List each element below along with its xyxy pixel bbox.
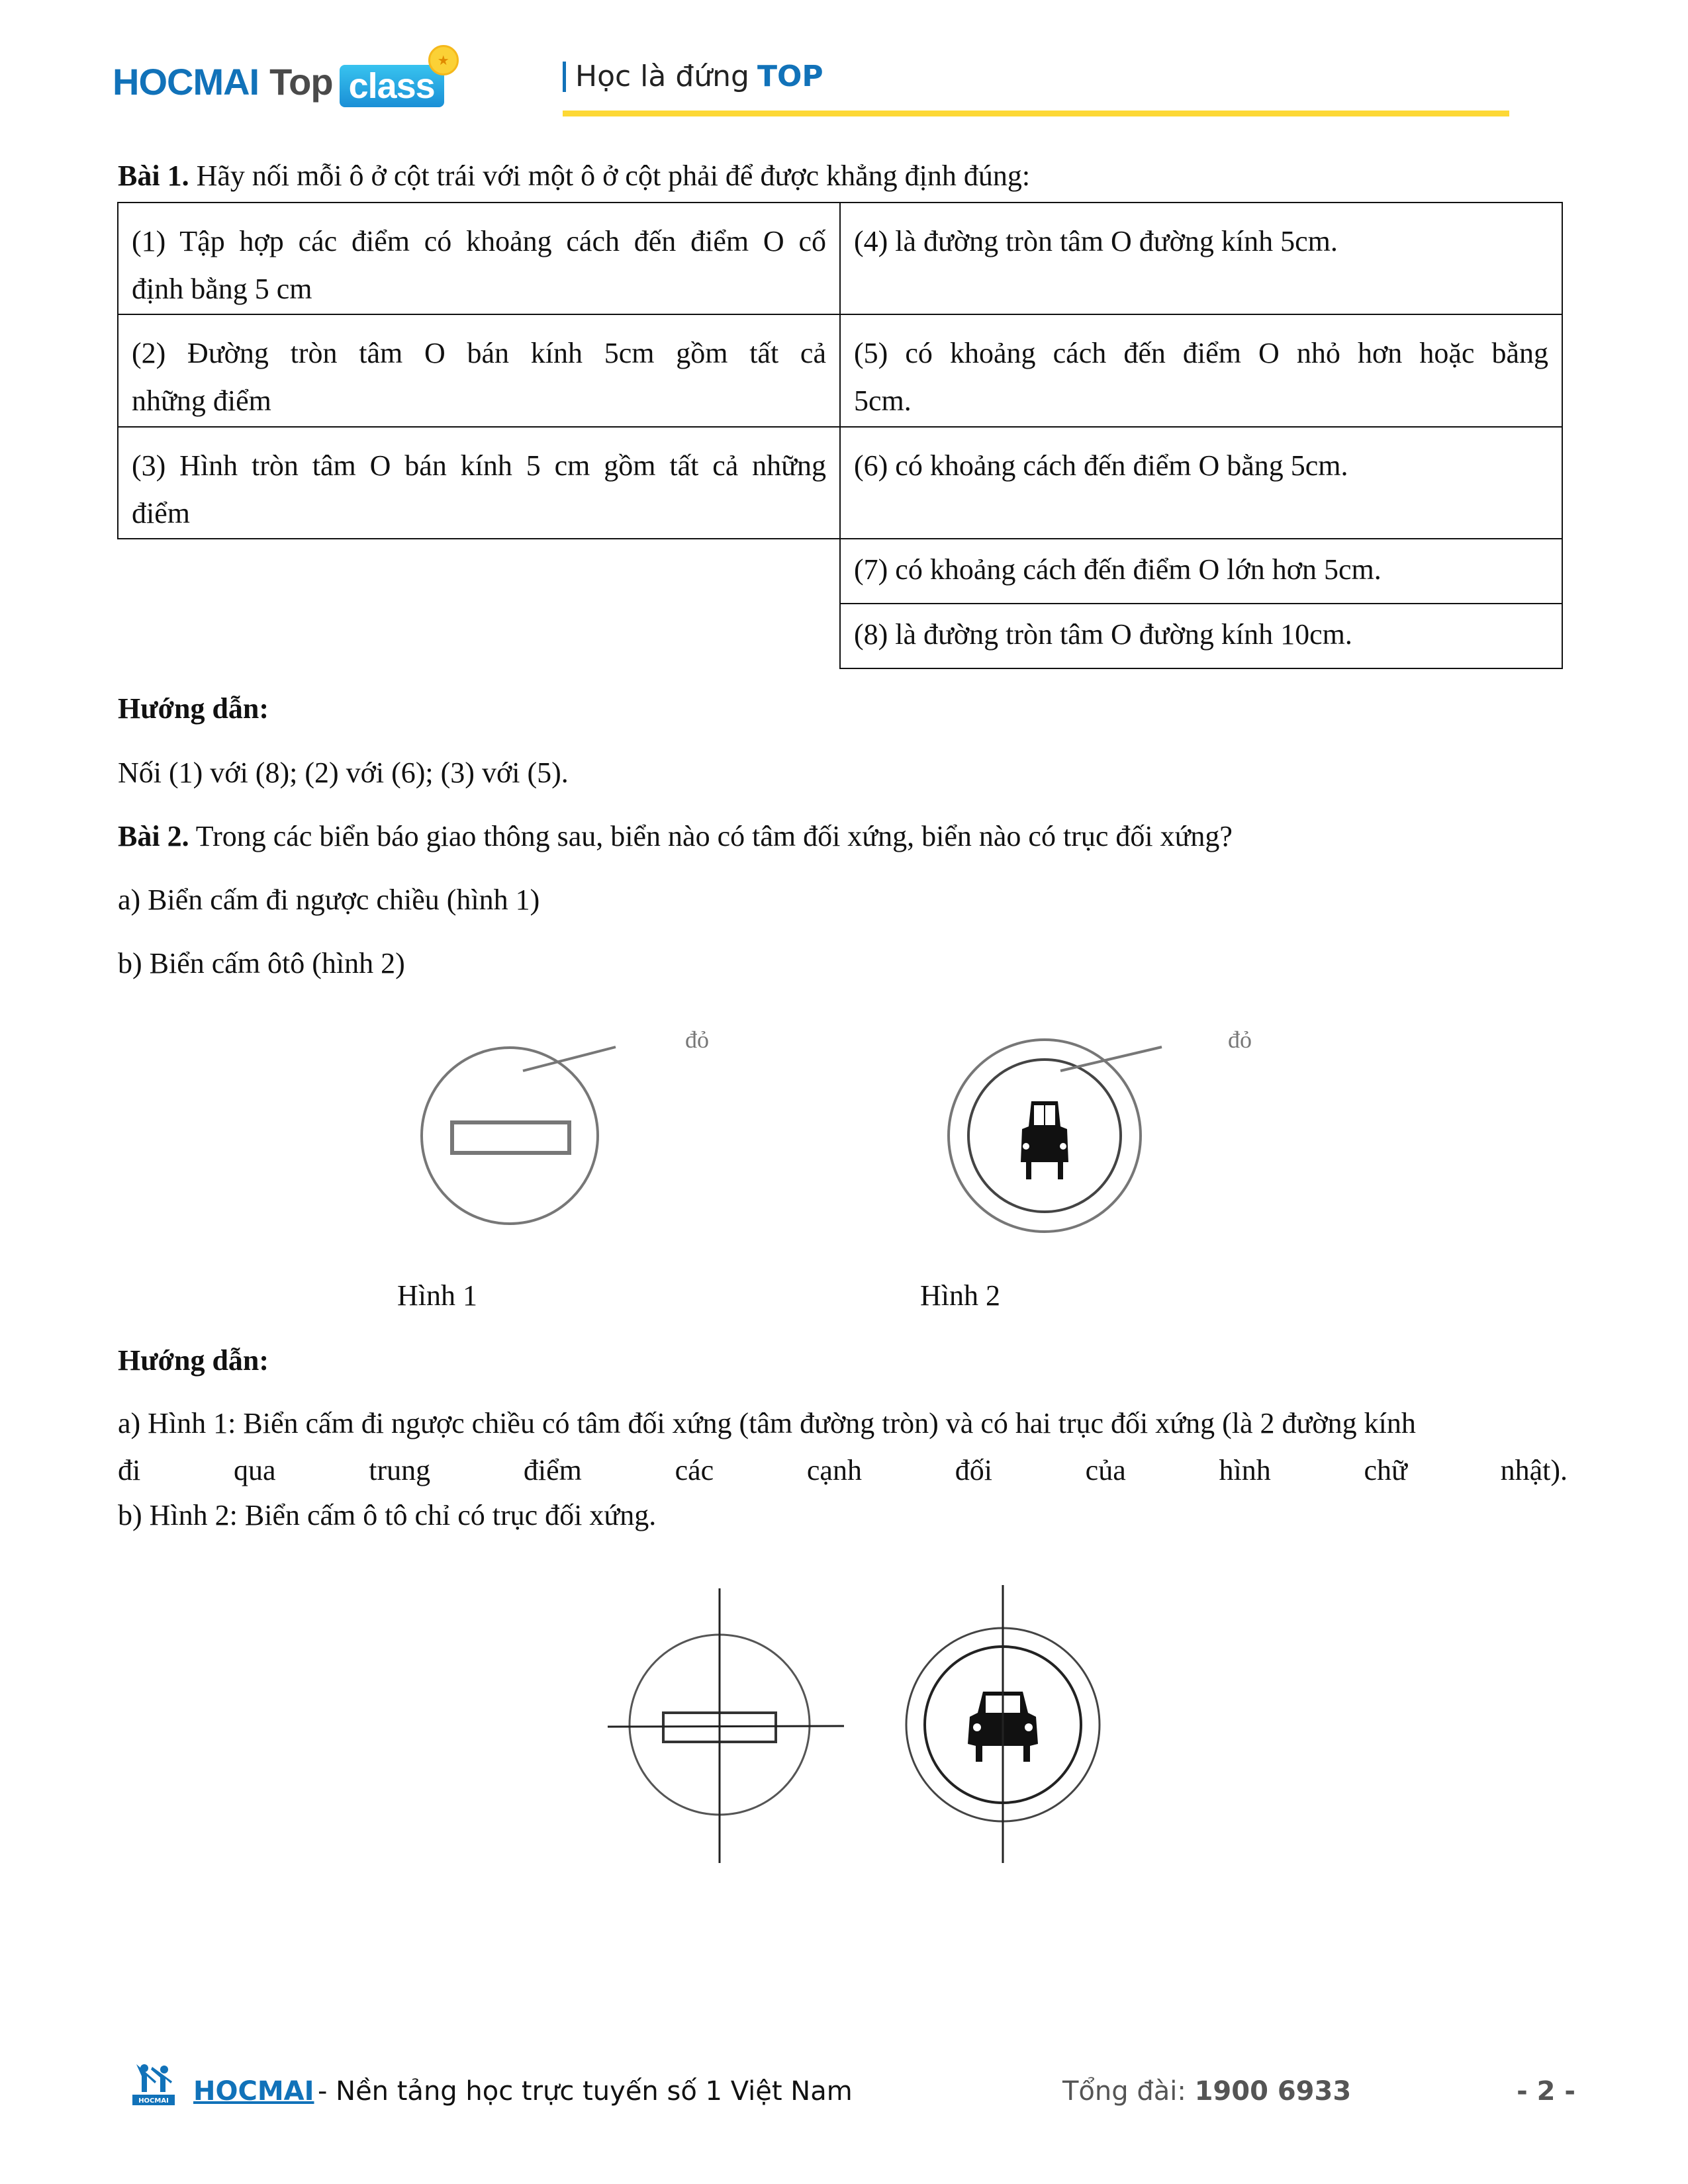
callout-do: đỏ: [685, 1026, 709, 1053]
cell-text-line: (3) Hình tròn tâm O bán kính 5 cm gồm tất cả những: [132, 449, 826, 482]
footer-logo-caption: HOCMAI: [138, 2097, 169, 2105]
bai2-item-a: a) Biển cấm đi ngược chiều (hình 1): [118, 884, 540, 916]
page-number: - 2 -: [1517, 2076, 1575, 2107]
tagline-emphasis: TOP: [757, 60, 823, 93]
bai2-guide-label: Hướng dẫn:: [118, 1344, 269, 1377]
word: của: [1085, 1454, 1126, 1486]
tagline: [563, 60, 823, 93]
table-cell-right-5: [839, 314, 1563, 428]
table-cell-right-7: [839, 538, 1563, 604]
tagline-divider: [563, 62, 566, 92]
cell-text-line: những điểm: [132, 385, 271, 417]
logo-top-text: Top: [269, 60, 333, 103]
hocmai-people-logo-icon: [132, 2062, 175, 2105]
cell-text-line: (1) Tập hợp các điểm có khoảng cách đến điểm O cố: [132, 225, 826, 257]
hotline-label: Tổng đài:: [1062, 2076, 1186, 2107]
word: chữ: [1364, 1454, 1407, 1486]
cell-text-line: định bằng 5 cm: [132, 273, 312, 305]
table-cell-right-6: [839, 426, 1563, 539]
word: điểm: [523, 1454, 582, 1486]
table-cell-left-3: [117, 426, 841, 539]
table-cell-right-4: [839, 202, 1563, 315]
page-footer: [132, 2062, 1575, 2115]
bai1-guide-label: Hướng dẫn:: [118, 692, 269, 725]
bai1-question: [118, 159, 1030, 194]
star-badge-icon: ★: [428, 45, 459, 75]
header-underline: [563, 111, 1509, 116]
hocmai-topclass-logo: [113, 45, 449, 118]
word: trung: [369, 1454, 431, 1486]
table-cell-right-8: [839, 603, 1563, 669]
footer-slogan: - Nền tảng học trực tuyến số 1 Việt Nam: [318, 2076, 853, 2107]
cell-text-line: (5) có khoảng cách đến điểm O nhỏ hơn hoặc bằng: [854, 337, 1548, 369]
footer-hotline: [1062, 2076, 1351, 2107]
figure-2-caption: Hình 2: [920, 1279, 1000, 1312]
cell-text-line: điểm: [132, 497, 190, 529]
bai1-prompt: Hãy nối mỗi ô ở cột trái với một ô ở cột phải để được khẳng định đúng:: [196, 159, 1031, 192]
no-entry-sign-figure: [397, 1006, 768, 1257]
word: đi: [118, 1454, 141, 1486]
word: các: [675, 1454, 714, 1486]
footer-hocmai-link[interactable]: HOCMAI: [193, 2076, 314, 2107]
word: cạnh: [806, 1454, 862, 1486]
symmetry-diagrams: [583, 1569, 1112, 1873]
no-entry-sign-icon: [397, 1006, 768, 1257]
table-cell-left-2: [117, 314, 841, 428]
bai2-label: Bài 2.: [118, 820, 189, 852]
cell-text-line: 5cm.: [854, 385, 912, 417]
word: nhật).: [1500, 1454, 1568, 1486]
no-cars-sign-figure: [947, 1006, 1317, 1257]
bai1-guide-text: Nối (1) với (8); (2) với (6); (3) với (5).: [118, 756, 569, 789]
callout-do: đỏ: [1228, 1026, 1252, 1053]
bai2-prompt: Trong các biển báo giao thông sau, biển nào có tâm đối xứng, biển nào có trục đối xứng?: [195, 820, 1233, 852]
cell-text-line: (6) có khoảng cách đến điểm O bằng 5cm.: [854, 449, 1348, 482]
word: hình: [1219, 1454, 1271, 1486]
no-cars-sign-icon: [947, 1006, 1317, 1257]
cell-text-line: (4) là đường tròn tâm O đường kính 5cm.: [854, 225, 1338, 257]
bai2-guide-a-line2: [118, 1453, 1568, 1488]
symmetry-axes-diagram: [583, 1569, 1112, 1873]
cell-text-line: (2) Đường tròn tâm O bán kính 5cm gồm tất cả: [132, 337, 826, 369]
cell-text-line: (7) có khoảng cách đến điểm O lớn hơn 5cm.: [854, 553, 1382, 586]
bai2-guide-b: b) Hình 2: Biển cấm ô tô chỉ có trục đối xứng.: [118, 1499, 657, 1531]
cell-text-line: (8) là đường tròn tâm O đường kính 10cm.: [854, 618, 1352, 651]
word: đối: [955, 1454, 992, 1486]
bai2-item-b: b) Biển cấm ôtô (hình 2): [118, 947, 405, 979]
bai2-guide-a-line1: a) Hình 1: Biển cấm đi ngược chiều có tâm đối xứng (tâm đường tròn) và có hai trục đối xứng (là 2 đường kính: [118, 1407, 1416, 1439]
tagline-prefix: Học là đứng: [575, 60, 749, 93]
bai1-label: Bài 1.: [118, 159, 189, 192]
logo-class-text: class: [348, 66, 435, 106]
hotline-number: 1900 6933: [1194, 2076, 1352, 2107]
page-header: [113, 40, 1509, 126]
figure-1-caption: Hình 1: [397, 1279, 477, 1312]
table-cell-left-1: [117, 202, 841, 315]
word: qua: [233, 1454, 276, 1486]
logo-class-box: [340, 53, 449, 107]
bai2-question: [118, 819, 1233, 854]
logo-hocmai-text: HOCMAI: [113, 60, 259, 103]
